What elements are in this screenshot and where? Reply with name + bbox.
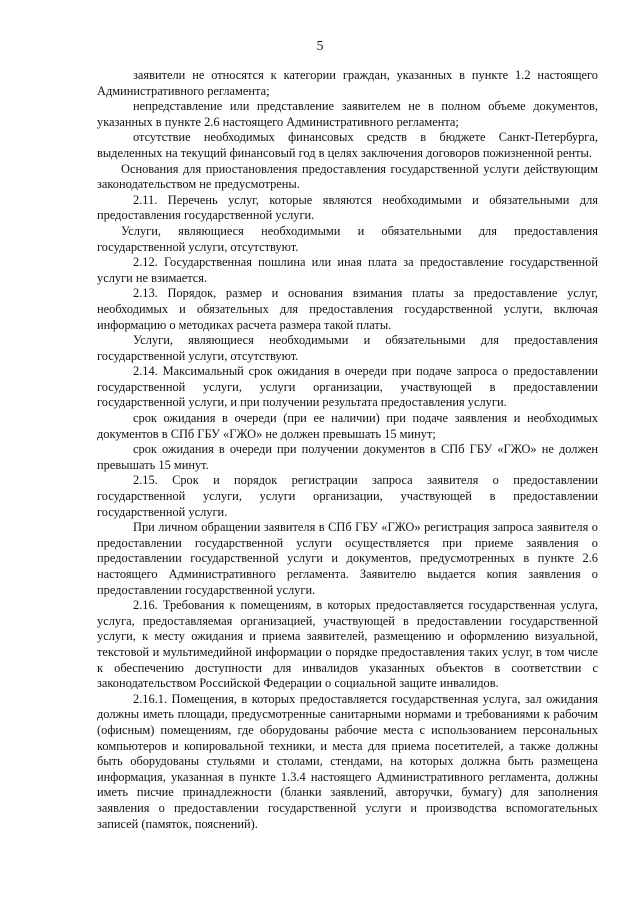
paragraph-2-14: 2.14. Максимальный срок ожидания в очереди при подаче запроса о предоставлении государственной услуги, услуги организации, участвующей в предоставлении государственной услуги, и при получении результата предоставления услуги. [97,364,598,410]
paragraph-required-services-none: Услуги, являющиеся необходимыми и обязательными для предоставления государственной услуги, отсутствуют. [97,223,598,254]
paragraph-2-12: 2.12. Государственная пошлина или иная плата за предоставление государственной услуги не взимается. [97,255,598,285]
document-body [97,68,598,832]
paragraph-suspension-grounds: Основания для приостановления предоставления государственной услуги действующим законодательством не предусмотрены. [97,161,598,192]
paragraph-required-services-none-2: Услуги, являющиеся необходимыми и обязательными для предоставления государственной услуги, отсутствуют. [97,333,598,363]
paragraph-2-16-1: 2.16.1. Помещения, в которых предоставляется государственная услуга, зал ожидания должны иметь площади, предусмотренные санитарными нормами и требованиями к рабочим (офисным) помещениям, где оборудованы рабочие места с использованием персональных компьютеров и копировальной техники, и места для приема посетителей, а также должны быть оборудованы стульями и столами, стендами, на которых должна быть размещена информация, указанная в пункте 1.3.4 настоящего Административного регламента, должны иметь писчие принадлежности (бланки заявлений, авторучки, бумагу) для заполнения заявления о предоставлении государственной услуги и производства вспомогательных записей (памяток, пояснений). [97,691,598,831]
paragraph-2-15: 2.15. Срок и порядок регистрации запроса заявителя о предоставлении государственной услуги, услуги организации, участвующей в предоставлении государственной услуги. [97,473,598,519]
paragraph-insufficient-funds: отсутствие необходимых финансовых средств в бюджете Санкт-Петербурга, выделенных на текущий финансовый год в целях заключения договоров пожизненной ренты. [97,130,598,160]
paragraph-ineligible-applicants: заявители не относятся к категории граждан, указанных в пункте 1.2 настоящего Административного регламента; [97,68,598,98]
paragraph-personal-request: При личном обращении заявителя в СПб ГБУ «ГЖО» регистрация запроса заявителя о предоставлении государственной услуги осуществляется при приеме заявления о предоставлении государственной услуги и документов, предусмотренных в пункте 2.6 настоящего Административного регламента. Заявителю выдается копия заявления о предоставлении государственной услуги. [97,520,598,597]
paragraph-2-16: 2.16. Требования к помещениям, в которых предоставляется государственная услуга, услуга, предоставляемая организацией, участвующей в предоставлении государственной услуги, к месту ожидания и приема заявителей, размещению и оформлению визуальной, текстовой и мультимедийной информации о порядке предоставления таких услуг, в том числе к обеспечению доступности для инвалидов указанных объектов в соответствии с законодательством Российской Федерации о социальной защите инвалидов. [97,598,598,691]
paragraph-2-13: 2.13. Порядок, размер и основания взимания платы за предоставление услуг, необходимых и обязательных для предоставления государственной услуги, включая информацию о методиках расчета размера такой платы. [97,286,598,332]
page-number: 5 [316,38,324,53]
paragraph-incomplete-documents: непредставление или представление заявителем не в полном объеме документов, указанных в пункте 2.6 настоящего Административного регламента; [97,99,598,129]
paragraph-queue-submission: срок ожидания в очереди (при ее наличии) при подаче заявления и необходимых документов в СПб ГБУ «ГЖО» не должен превышать 15 минут; [97,411,598,441]
paragraph-queue-receipt: срок ожидания в очереди при получении документов в СПб ГБУ «ГЖО» не должен превышать 15 минут. [97,442,598,472]
paragraph-2-11: 2.11. Перечень услуг, которые являются необходимыми и обязательными для предоставления государственной услуги. [97,192,598,223]
